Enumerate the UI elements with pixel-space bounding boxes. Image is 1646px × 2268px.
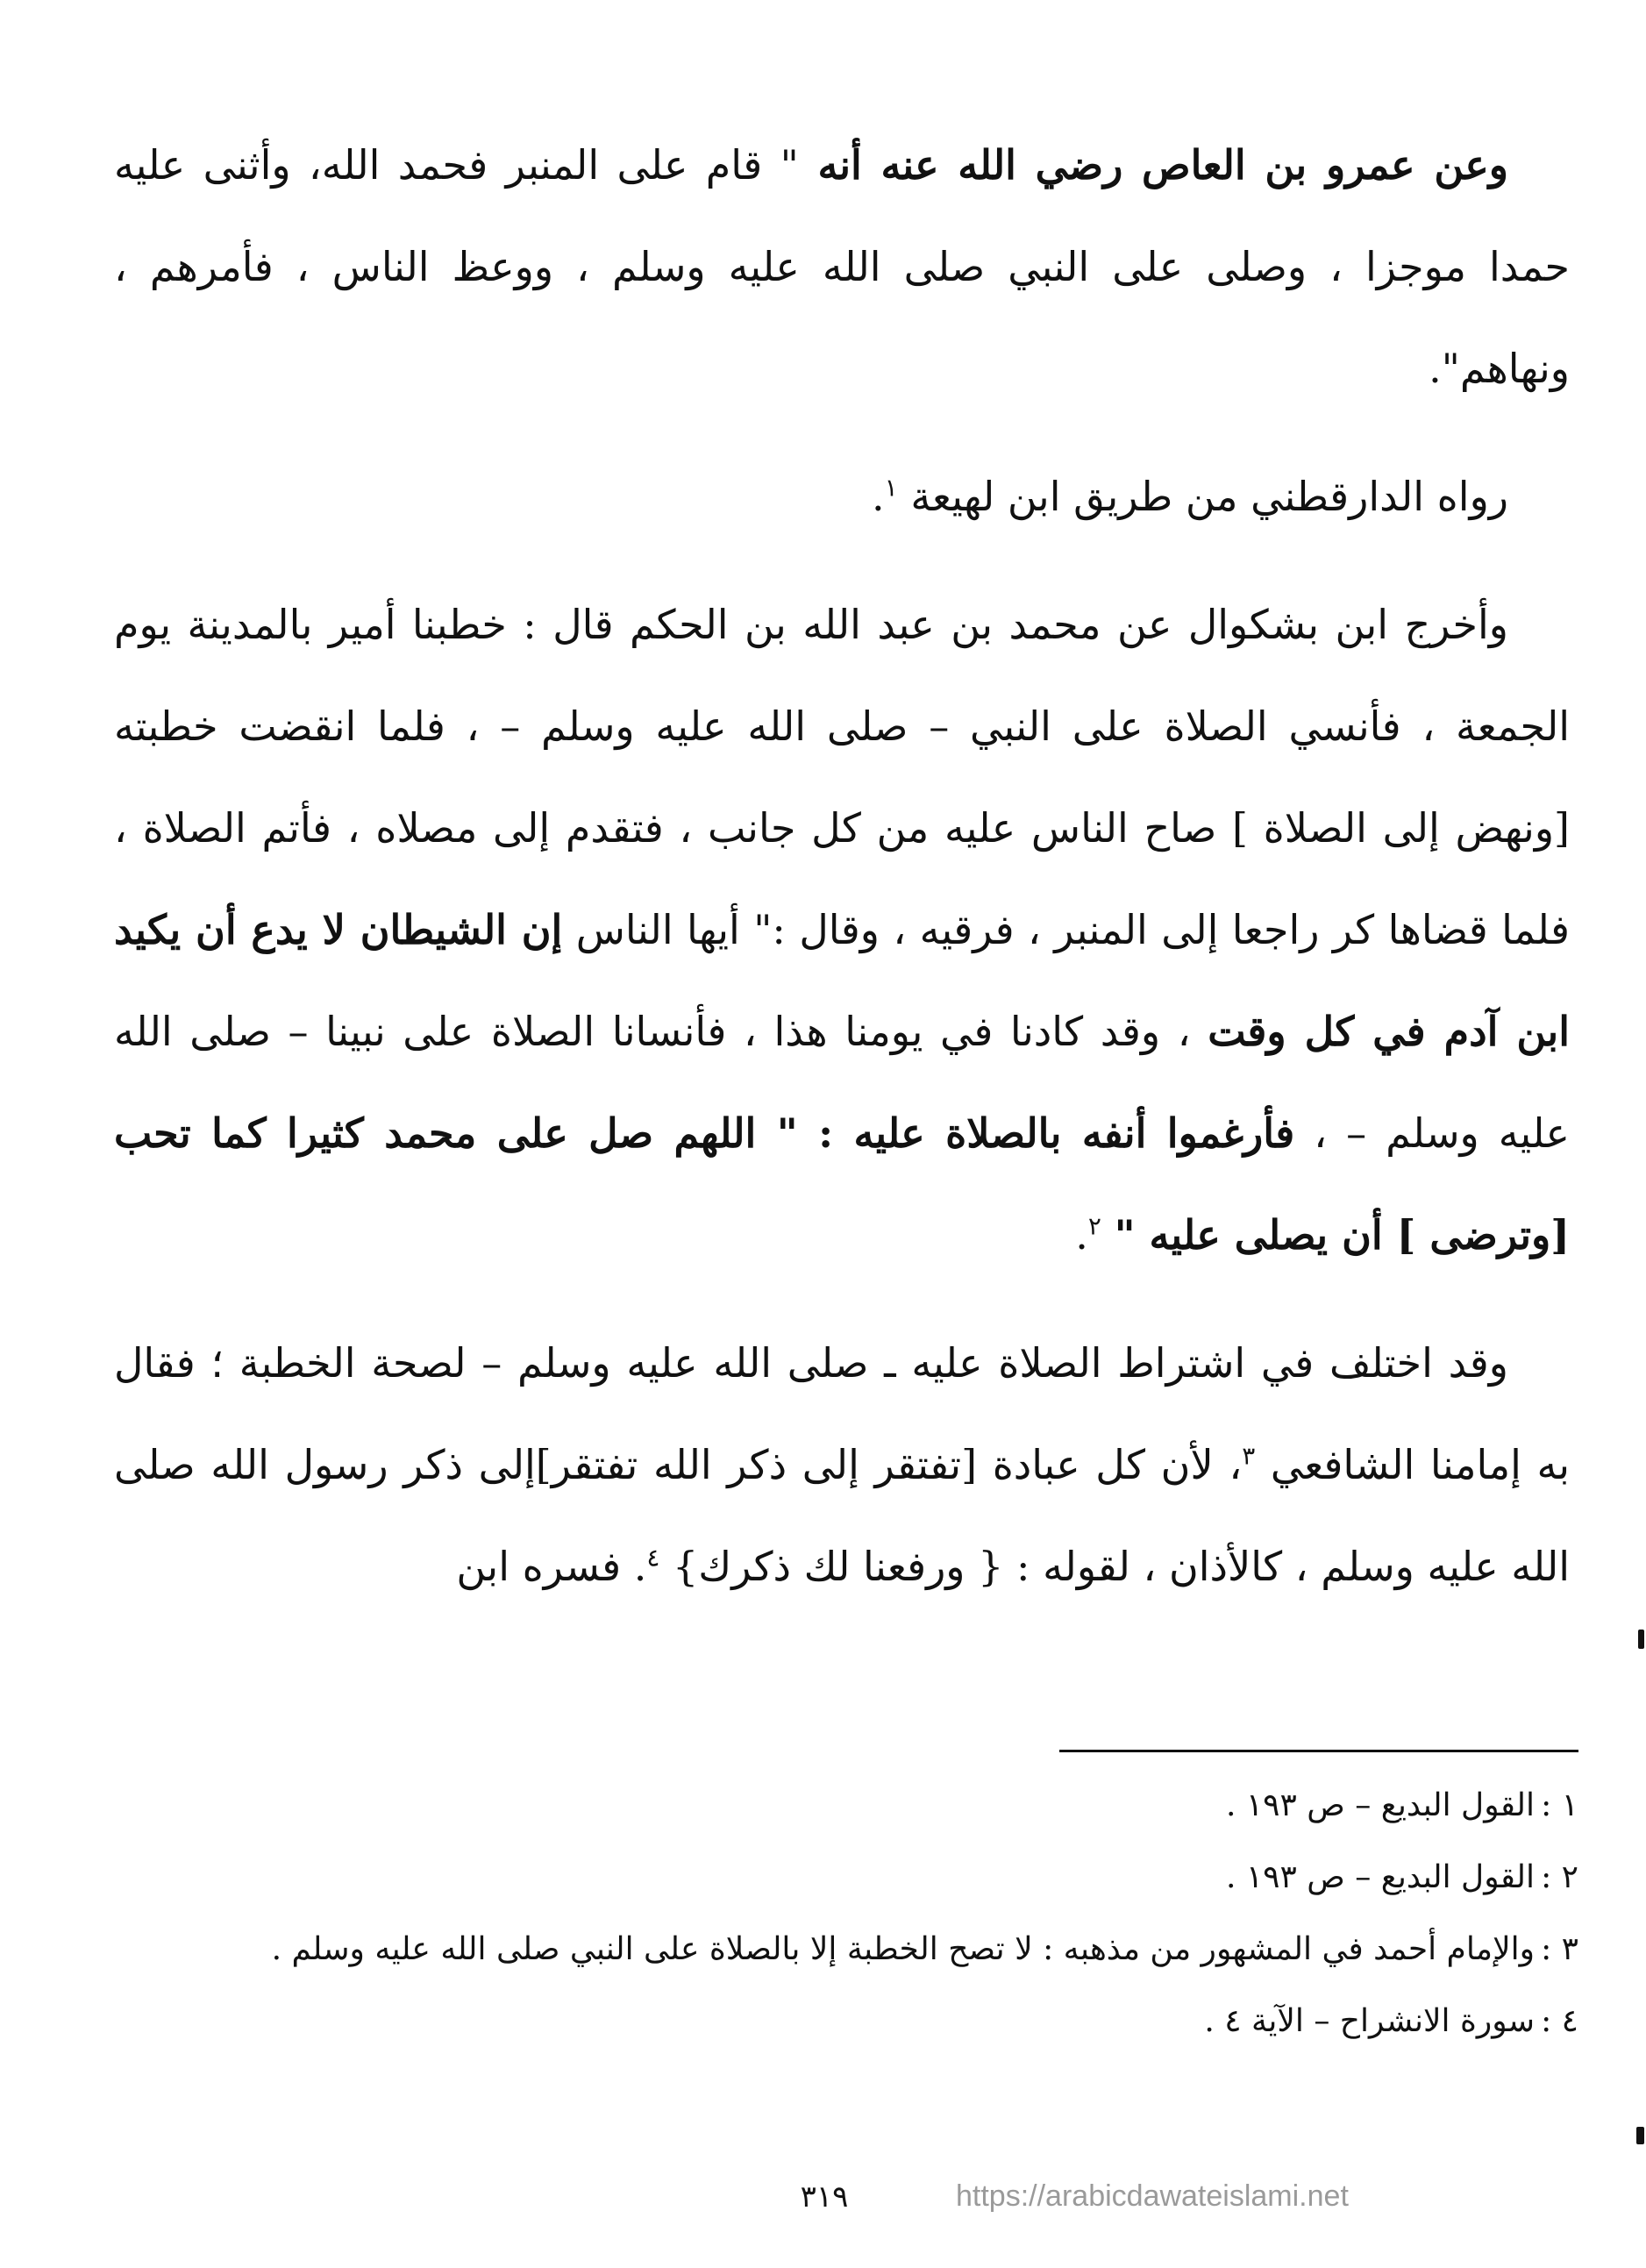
footnote-2: [114, 1852, 1578, 1903]
watermark-url: https://arabicdawateislami.net: [956, 2179, 1349, 2213]
footnote-number: ٣ :: [1541, 1931, 1578, 1967]
footnote-1: [114, 1780, 1578, 1831]
footnote-ref: ٣: [1242, 1441, 1256, 1471]
text-run: " قام على المنبر فحمد الله، وأثنى عليه حمدا موجزا ، وصلى على النبي صلى الله عليه وسلم ، ووعظ الناس ، فأمرهم ، ونهاهم".: [114, 141, 1570, 392]
text-run: ، لأن كل عبادة [تفتقر إلى ذكر الله تفتقر]إلى ذكر رسول الله صلى الله عليه وسلم ، كالأذان ، لقوله : { ورفعنا لك ذكرك}: [114, 1441, 1570, 1590]
footnote-separator: [1059, 1750, 1578, 1752]
footnote-number: ٤ :: [1541, 2003, 1578, 2039]
footnote-text: القول البديع – ص ١٩٣ .: [1225, 1787, 1535, 1823]
paragraph-1: [114, 114, 1570, 419]
footnote-ref: ٤: [646, 1543, 660, 1573]
text-run: فأرغموا أنفه بالصلاة عليه : " اللهم صل على محمد كثيرا كما تحب [وترضى ] أن يصلى عليه ": [114, 1109, 1570, 1259]
scan-speck: [1636, 2127, 1644, 2144]
text-run: .: [1075, 1211, 1088, 1259]
footnote-4: [114, 1996, 1578, 2047]
footnote-number: ٢ :: [1541, 1859, 1578, 1895]
text-run: إن الشيطان لا يدع أن يكيد ابن آدم في كل وقت: [114, 906, 1570, 1055]
text-run: [1101, 1211, 1115, 1259]
footnote-text: والإمام أحمد في المشهور من مذهبه : لا تصح الخطبة إلا بالصلاة على النبي صلى الله عليه وسلم .: [271, 1931, 1535, 1967]
page-number: ٣١٩: [800, 2179, 849, 2215]
scan-speck: [1638, 1630, 1644, 1649]
text-run: . فسره ابن: [456, 1543, 647, 1590]
text-run: وعن عمرو بن العاص رضي الله عنه أنه: [798, 141, 1508, 189]
footnote-text: سورة الانشراح – الآية ٤ .: [1204, 2003, 1535, 2039]
main-text: [114, 114, 1570, 1644]
paragraph-3: [114, 574, 1570, 1286]
footnotes: [114, 1780, 1578, 2068]
text-run: ، وقد كادنا في يومنا هذا ، فأنسانا الصلاة على نبينا – صلى الله عليه وسلم – ،: [114, 1008, 1570, 1157]
footnote-number: ١ :: [1541, 1787, 1578, 1823]
text-run: .: [872, 473, 885, 520]
footnote-3: [114, 1924, 1578, 1975]
paragraph-4: [114, 1312, 1570, 1617]
footnote-ref: ٢: [1087, 1211, 1101, 1241]
paragraph-2: [114, 446, 1570, 547]
text-run: وقد اختلف في اشتراط الصلاة عليه ـ صلى الله عليه وسلم – لصحة الخطبة ؛ فقال به إمامنا الشافعي: [114, 1339, 1571, 1488]
text-run: رواه الدارقطني من طريق ابن لهيعة: [897, 473, 1508, 520]
text-run: وأخرج ابن بشكوال عن محمد بن عبد الله بن الحكم قال : خطبنا أمير بالمدينة يوم الجمعة ، فأنسي الصلاة على النبي – صلى الله عليه وسلم – ، فلما انقضت خطبته [ونهض إلى الصلاة ] صاح الناس عليه من كل جانب ، فتقدم إلى مصلاه ، فأتم الصلاة ، فلما قضاها كر راجعا إلى المنبر ، فرقيه ، وقال :" أيها الناس: [114, 601, 1570, 953]
footnote-ref: ١: [884, 473, 898, 503]
footnote-text: القول البديع – ص ١٩٣ .: [1225, 1859, 1535, 1895]
